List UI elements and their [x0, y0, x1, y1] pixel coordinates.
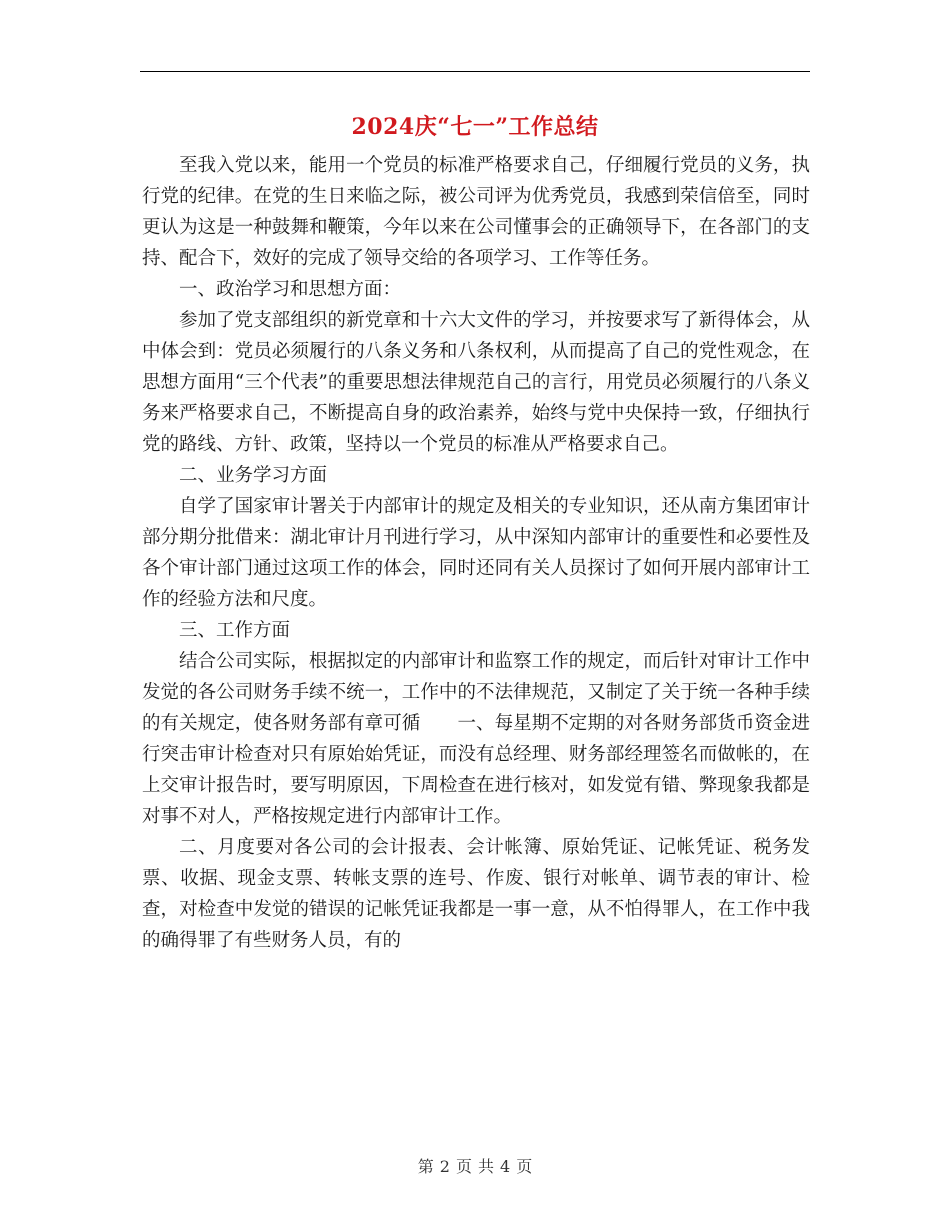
footer-label-di: 第	[417, 1157, 434, 1176]
footer-label-gong: 共	[478, 1157, 495, 1176]
heading-business-study: 二、业务学习方面	[179, 465, 328, 486]
paragraph-political-study: 参加了党支部组织的新党章和十六大文件的学习，并按要求写了新得体会，从中体会到：党员必须履行的八条义务和八条权利，从而提高了自己的党性观念，在思想方面用“三个代表”的重要思想法律规范自己的言行，用党员必须履行的八条义务来严格要求自己，不断提高自身的政治素养，始终与党中央保持一致，仔细执行党的路线、方针、政策，坚持以一个党员的标准从严格要求自己。	[142, 310, 810, 455]
document-body	[142, 150, 810, 956]
footer-page-total: 4	[500, 1157, 511, 1176]
heading-work: 三、工作方面	[179, 620, 291, 641]
footer-label-ye2: 页	[516, 1157, 533, 1176]
paragraph-work: 结合公司实际，根据拟定的内部审计和监察工作的规定，而后针对审计工作中发觉的各公司财务手续不统一，工作中的不法律规范，又制定了关于统一各种手续的有关规定，使各财务部有章可循 一、每星期不定期的对各财务部货币资金进行突击审计检查对只有原始始凭证，而没有总经理、财务部经理签名而做帐的，在上交审计报告时，要写明原因，下周检查在进行核对，如发觉有错、弊现象我都是对事不对人，严格按规定进行内部审计工作。	[142, 651, 810, 827]
paragraph-business-study: 自学了国家审计署关于内部审计的规定及相关的专业知识，还从南方集团审计部分期分批借来：湖北审计月刊进行学习，从中深知内部审计的重要性和必要性及各个审计部门通过这项工作的体会，同时还同有关人员探讨了如何开展内部审计工作的经验方法和尺度。	[142, 496, 810, 610]
footer-label-ye: 页	[455, 1157, 472, 1176]
footer-page-current: 2	[439, 1157, 450, 1176]
heading-political-study: 一、政治学习和思想方面：	[179, 279, 402, 300]
paragraph-intro: 至我入党以来，能用一个党员的标准严格要求自己，仔细履行党员的义务，执行党的纪律。在党的生日来临之际，被公司评为优秀党员，我感到荣信倍至，同时更认为这是一种鼓舞和鞭策，今年以来在公司懂事会的正确领导下，在各部门的支持、配合下，效好的完成了领导交给的各项学习、工作等任务。	[142, 155, 810, 269]
header-rule	[140, 71, 810, 72]
paragraph-monthly-audit: 二、月度要对各公司的会计报表、会计帐簿、原始凭证、记帐凭证、税务发票、收据、现金支票、转帐支票的连号、作废、银行对帐单、调节表的审计、检查，对检查中发觉的错误的记帐凭证我都是一事一意，从不怕得罪人，在工作中我的确得罪了有些财务人员，有的	[142, 837, 810, 951]
document-title: 2024庆“七一”工作总结	[351, 114, 599, 140]
page-footer	[0, 1154, 950, 1177]
